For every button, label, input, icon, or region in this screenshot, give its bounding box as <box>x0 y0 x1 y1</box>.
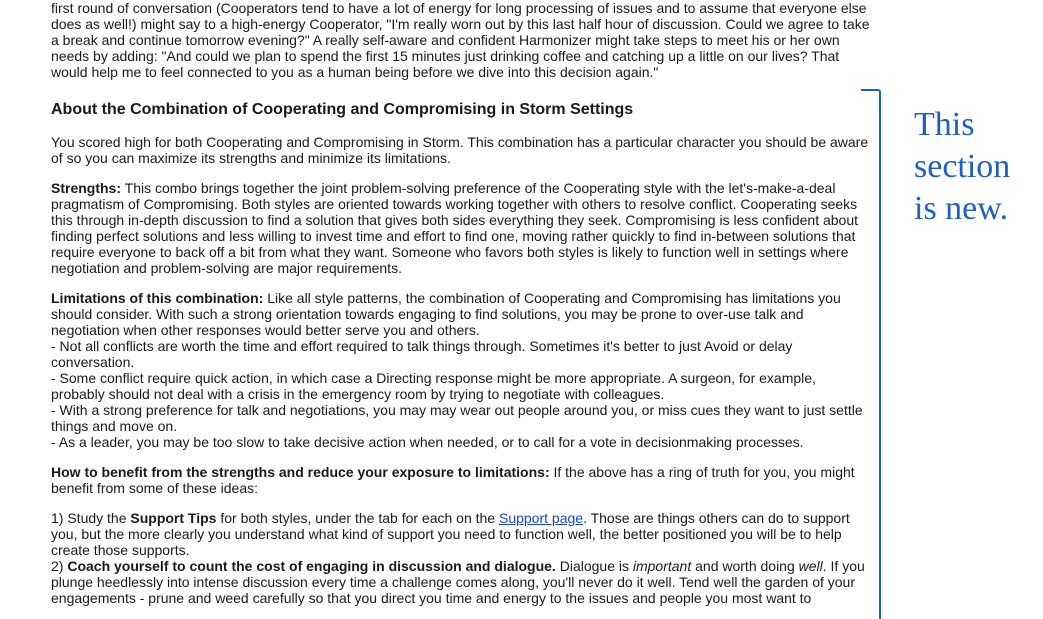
tip-2-prefix: 2) <box>51 558 68 574</box>
section-heading: About the Combination of Cooperating and Compromising in Storm Settings <box>51 101 634 118</box>
tip-2-middle2: and worth doing <box>691 558 799 574</box>
limitations-label: Limitations of this combination: <box>51 290 264 306</box>
new-section-bracket <box>861 89 881 619</box>
limitation-item: - Not all conflicts are worth the time and effort required to talk things through. Sometimes it's better to just Avoid or delay conversation. <box>51 338 793 370</box>
tip-2-italic-important: important <box>632 558 692 574</box>
benefit-text: If the above has a ring of truth for you, you might benefit from some of these ideas: <box>51 464 855 496</box>
summary-paragraph: You scored high for both Cooperating and Compromising in Storm. This combination has a particular character you should be aware of so you can maximize its strengths and minimize its limitations. <box>51 134 869 166</box>
benefit-label: How to benefit from the strengths and reduce your exposure to limitations: <box>51 464 550 480</box>
document-body <box>51 0 873 606</box>
strengths-label: Strengths: <box>51 180 121 196</box>
tip-1-middle: for both styles, under the tab for each on the <box>216 510 499 526</box>
tip-2-paragraph <box>51 558 873 606</box>
limitations-paragraph <box>51 290 873 450</box>
annotation-line: is new. <box>914 190 1009 227</box>
tip-2-italic-well: well <box>798 558 823 574</box>
limitations-text: Like all style patterns, the combination of Cooperating and Compromising has limitations you should consider. With such a strong orientation towards engaging to find solutions, you may be prone to over-use talk and negotiation when other responses would better serve you and others. <box>51 290 841 338</box>
limitation-item: - As a leader, you may be too slow to take decisive action when needed, or to call for a vote in decisionmaking processes. <box>51 434 804 450</box>
annotation-line: This <box>914 106 975 143</box>
support-page-link[interactable]: Support page <box>498 510 584 526</box>
annotation-line: section <box>914 148 1011 185</box>
strengths-text: This combo brings together the joint problem-solving preference of the Cooperating style with the let's-make-a-deal pragmatism of Compromising. Both styles are oriented towards working together with others to resolve conflict. Cooperating seeks this through in-depth discussion to find a solution that gives both sides everything they seek. Compromising is less confident about finding perfect solutions and less willing to invest time and effort to find one, moving rather quickly to find in-between solutions that require everyone to back off a bit from what they want. Someone who favors both styles is likely to function well in settings where negotiation and problem-solving are major requirements. <box>51 180 859 276</box>
tip-2-suffix: . If you plunge heedlessly into intense discussion every time a challenge comes along, you'll never do it well. Tend well the garden of your engagements - prune and weed carefully so that you direct you time and energy to the issues and people you most want to <box>51 558 865 606</box>
benefit-paragraph <box>51 464 873 496</box>
limitation-item: - Some conflict require quick action, in which case a Directing response might be more appropriate. A surgeon, for example, probably should not deal with a crisis in the emergency room by trying to negotiate with colleagues. <box>51 370 816 402</box>
new-section-annotation <box>914 104 1039 230</box>
intro-paragraph: first round of conversation (Cooperators tend to have a lot of energy for long processing of issues and to assume that everyone else does as well!) might say to a high-energy Cooperator, "I'm really worn out by this last half hour of discussion. Could we agree to take a break and continue tomorrow evening?" A really self-aware and confident Harmonizer might take steps to meet his or her own needs by adding: "And could we plan to spend the first 15 minutes just drinking coffee and catching up a little on our lives? That would help me to feel connected to you as a human being before we dive into this decision again." <box>51 0 870 80</box>
tip-2-middle: Dialogue is <box>555 558 633 574</box>
tip-1-bold: Support Tips <box>130 510 217 526</box>
limitation-item: - With a strong preference for talk and negotiations, you may may wear out people around you, or miss cues they want to just settle things and move on. <box>51 402 863 434</box>
tip-1-suffix: . Those are things others can do to support you, but the more clearly you understand what kind of support you need to function well, the better positioned you will be to help create those supports. <box>51 510 850 558</box>
strengths-paragraph <box>51 180 873 276</box>
tip-1-prefix: 1) Study the <box>51 510 131 526</box>
tip-2-bold: Coach yourself to count the cost of engaging in discussion and dialogue. <box>67 558 556 574</box>
tip-1-paragraph <box>51 510 873 558</box>
